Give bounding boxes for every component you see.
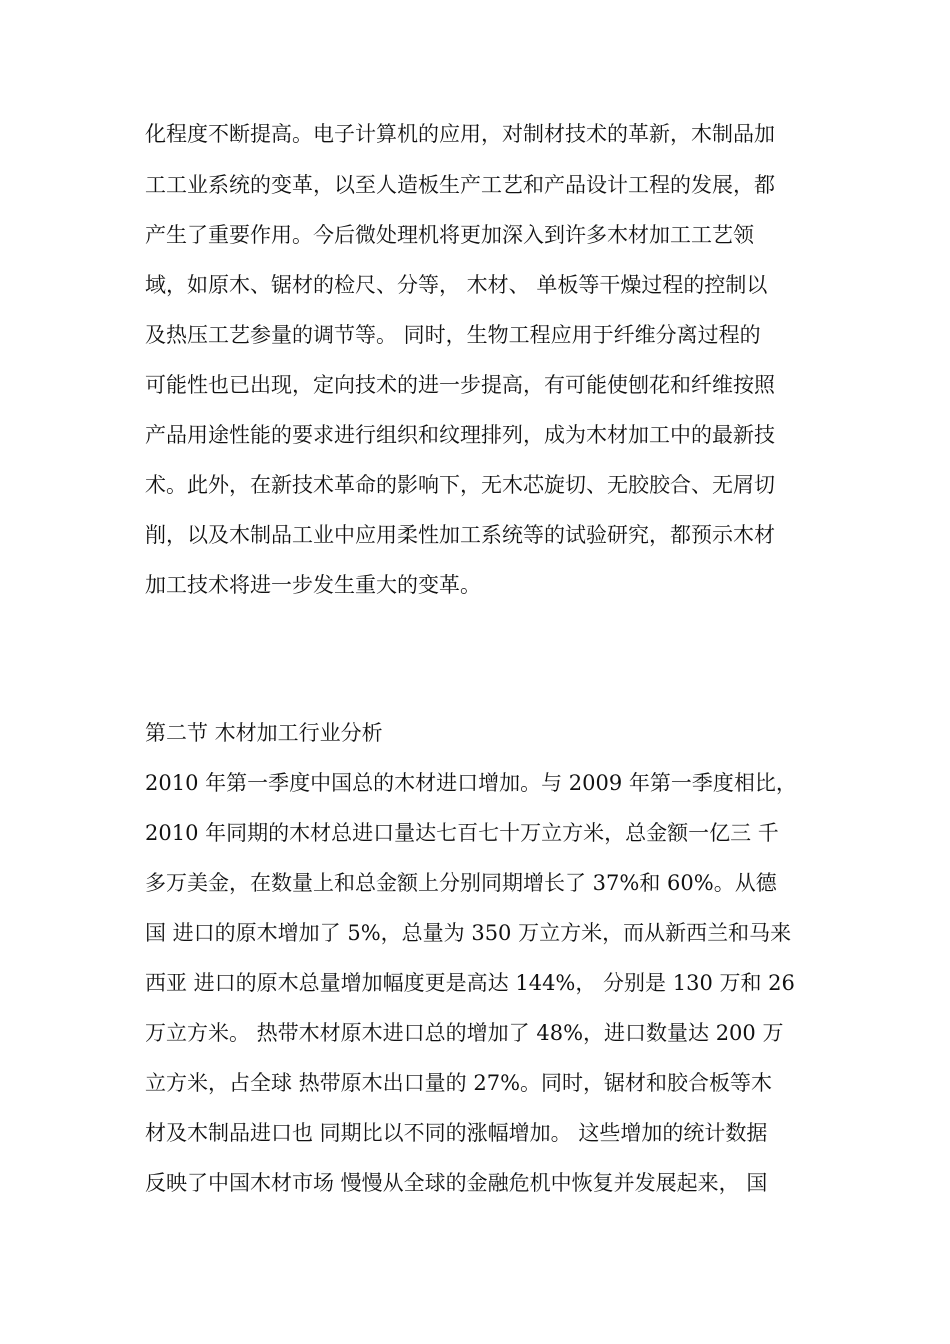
paragraph-line: 多万美金，在数量上和总金额上分别同期增长了 37%和 60%。从德 xyxy=(145,871,777,895)
paragraph-line: 产生了重要作用。今后微处理机将更加深入到许多木材加工工艺领 xyxy=(145,223,754,247)
paragraph-line: 万立方米。 热带木材原木进口总的增加了 48%，进口数量达 200 万 xyxy=(145,1021,784,1045)
paragraph-line: 术。此外，在新技术革命的影响下，无木芯旋切、无胶胶合、无屑切 xyxy=(145,473,775,497)
paragraph-line: 2010 年同期的木材总进口量达七百七十万立方米，总金额一亿三 千 xyxy=(145,821,779,845)
paragraph-line: 化程度不断提高。电子计算机的应用，对制材技术的革新，木制品加 xyxy=(145,122,775,146)
paragraph-line: 西亚 进口的原木总量增加幅度更是高达 144%， 分别是 130 万和 26 xyxy=(145,971,795,995)
paragraph-line: 产品用途性能的要求进行组织和纹理排列，成为木材加工中的最新技 xyxy=(145,423,775,447)
paragraph-line: 2010 年第一季度中国总的木材进口增加。与 2009 年第一季度相比， xyxy=(145,771,797,795)
paragraph-line: 立方米，占全球 热带原木出口量的 27%。同时，锯材和胶合板等木 xyxy=(145,1071,773,1095)
paragraph-line: 工工业系统的变革，以至人造板生产工艺和产品设计工程的发展，都 xyxy=(145,173,775,197)
paragraph-line: 加工技术将进一步发生重大的变革。 xyxy=(145,573,481,597)
paragraph-line: 可能性也已出现，定向技术的进一步提高，有可能使刨花和纤维按照 xyxy=(145,373,775,397)
paragraph-line: 域，如原木、锯材的检尺、分等， 木材、 单板等干燥过程的控制以 xyxy=(145,273,768,297)
paragraph-line: 国 进口的原木增加了 5%，总量为 350 万立方米，而从新西兰和马来 xyxy=(145,921,792,945)
paragraph-line: 削，以及木制品工业中应用柔性加工系统等的试验研究，都预示木材 xyxy=(145,523,775,547)
section-heading: 第二节 木材加工行业分析 xyxy=(145,721,383,745)
paragraph-line: 及热压工艺参量的调节等。 同时，生物工程应用于纤维分离过程的 xyxy=(145,323,761,347)
paragraph-line: 材及木制品进口也 同期比以不同的涨幅增加。 这些增加的统计数据 xyxy=(145,1121,768,1145)
paragraph-line: 反映了中国木材市场 慢慢从全球的金融危机中恢复并发展起来， 国 xyxy=(145,1171,768,1195)
